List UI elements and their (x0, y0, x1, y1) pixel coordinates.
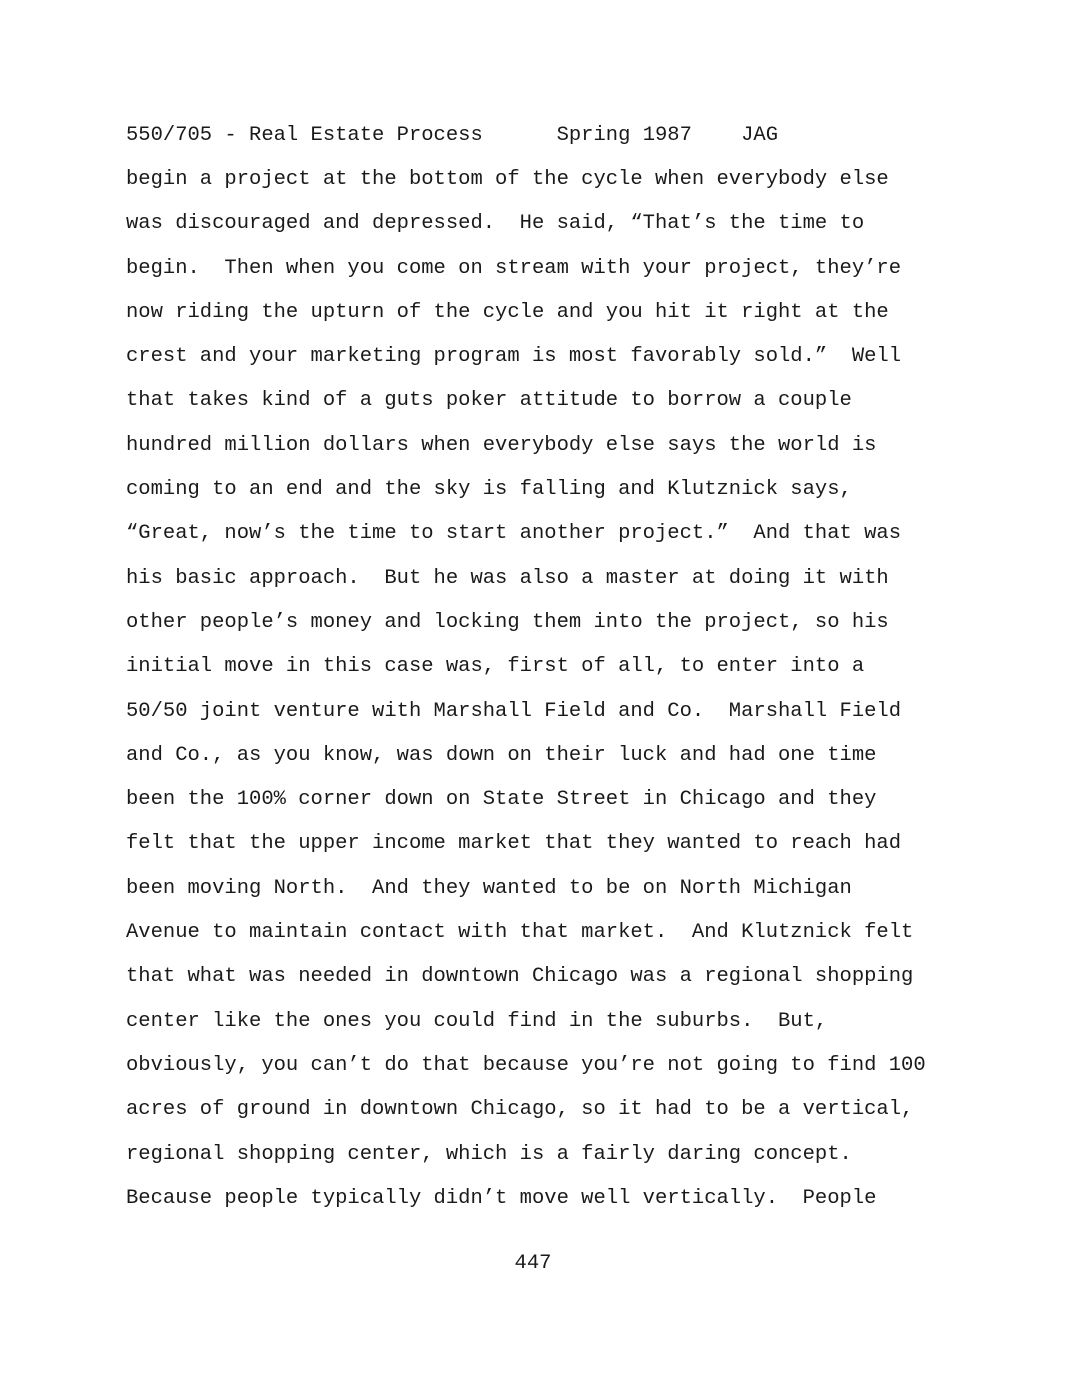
text-line: initial move in this case was, first of all, to enter into a (126, 655, 865, 679)
text-line: his basic approach. But he was also a master at doing it with (126, 566, 889, 590)
header-course: 550/705 - Real Estate Process (126, 124, 483, 147)
text-line: now riding the upturn of the cycle and you hit it right at the (126, 300, 889, 324)
text-line: acres of ground in downtown Chicago, so it had to be a vertical, (126, 1098, 914, 1122)
text-line: coming to an end and the sky is falling and Klutznick says, (126, 478, 852, 502)
text-line: was discouraged and depressed. He said, “That’s the time to (126, 212, 865, 236)
text-line: begin a project at the bottom of the cycle when everybody else (126, 168, 889, 191)
text-line: Because people typically didn’t move well vertically. People (126, 1186, 877, 1210)
text-line: felt that the upper income market that they wanted to reach had (126, 832, 902, 856)
text-line: that what was needed in downtown Chicago was a regional shopping (126, 965, 914, 989)
text-line: 50/50 joint venture with Marshall Field and Co. Marshall Field (126, 699, 902, 723)
text-line: obviously, you can’t do that because you’re not going to find 100 (126, 1053, 926, 1077)
text-line: been the 100% corner down on State Street in Chicago and they (126, 788, 877, 812)
text-line: that takes kind of a guts poker attitude to borrow a couple (126, 389, 852, 413)
running-header (126, 124, 778, 148)
text-line: begin. Then when you come on stream with your project, they’re (126, 256, 902, 280)
text-line: other people’s money and locking them into the project, so his (126, 610, 889, 634)
text-line: “Great, now’s the time to start another project.” And that was (126, 522, 902, 546)
text-line: center like the ones you could find in the suburbs. But, (126, 1009, 828, 1033)
transcript-body (126, 168, 1026, 1231)
text-line: hundred million dollars when everybody else says the world is (126, 433, 877, 457)
text-line: crest and your marketing program is most favorably sold.” Well (126, 345, 902, 369)
header-initials: JAG (741, 124, 779, 147)
page-number: 447 (514, 1252, 552, 1275)
text-line: regional shopping center, which is a fairly daring concept. (126, 1142, 852, 1166)
header-term: Spring 1987 (556, 124, 692, 147)
text-line: been moving North. And they wanted to be on North Michigan (126, 876, 852, 900)
text-line: and Co., as you know, was down on their luck and had one time (126, 743, 877, 767)
text-line: Avenue to maintain contact with that market. And Klutznick felt (126, 921, 914, 945)
